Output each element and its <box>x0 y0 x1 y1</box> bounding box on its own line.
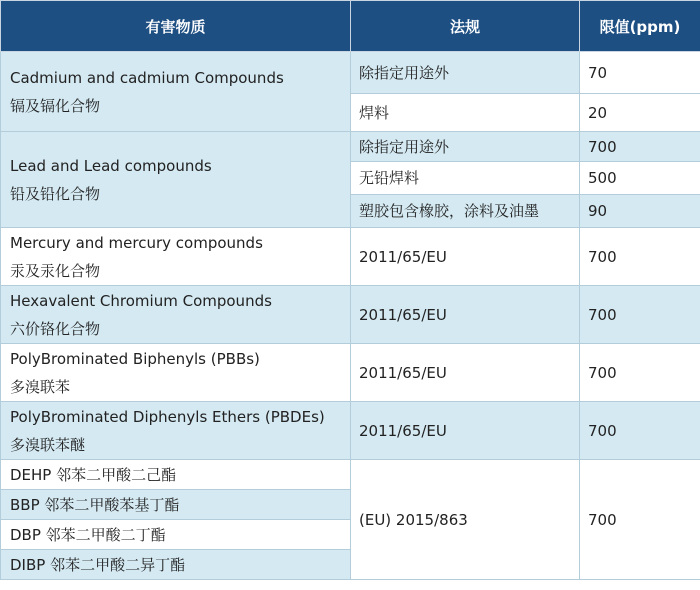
table-row <box>1 228 700 286</box>
table-row <box>1 460 700 490</box>
limit-cell: 700 <box>580 344 700 402</box>
header-regulation: 法规 <box>351 1 580 52</box>
substance-name-en: Lead and Lead compounds <box>10 156 212 175</box>
limit-cell: 700 <box>580 228 700 286</box>
regulation-cell: 2011/65/EU <box>351 228 580 286</box>
limit-cell: 20 <box>580 94 700 132</box>
regulation-cell: (EU) 2015/863 <box>351 460 580 580</box>
substance-pbdes <box>1 402 351 460</box>
substance-name-en: PolyBrominated Biphenyls (PBBs) <box>10 349 260 368</box>
regulation-cell: 2011/65/EU <box>351 402 580 460</box>
limit-cell: 700 <box>580 460 700 580</box>
substance-chromium <box>1 286 351 344</box>
table-row <box>1 132 700 162</box>
regulation-cell: 除指定用途外 <box>351 132 580 162</box>
substance-name-zh: 镉及镉化合物 <box>10 96 101 115</box>
limit-cell: 700 <box>580 286 700 344</box>
substance-lead <box>1 132 351 228</box>
limit-cell: 90 <box>580 195 700 228</box>
regulation-cell: 2011/65/EU <box>351 344 580 402</box>
phthalate-item: DIBP 邻苯二甲酸二异丁酯 <box>1 550 351 580</box>
limit-cell: 70 <box>580 52 700 94</box>
substance-name-en: PolyBrominated Diphenyls Ethers (PBDEs) <box>10 407 325 426</box>
substance-name-zh: 六价铬化合物 <box>10 319 101 338</box>
limit-cell: 500 <box>580 162 700 195</box>
table-row <box>1 344 700 402</box>
substance-name-zh: 汞及汞化合物 <box>10 261 101 280</box>
substance-pbbs <box>1 344 351 402</box>
limit-cell: 700 <box>580 402 700 460</box>
table-row <box>1 402 700 460</box>
header-substance: 有害物质 <box>1 1 351 52</box>
table-header-row <box>1 1 700 52</box>
substance-name-en: Hexavalent Chromium Compounds <box>10 291 272 310</box>
header-limit: 限值(ppm) <box>580 1 700 52</box>
regulation-cell: 2011/65/EU <box>351 286 580 344</box>
table-row <box>1 52 700 94</box>
regulation-cell: 焊料 <box>351 94 580 132</box>
table-row <box>1 286 700 344</box>
regulation-cell: 塑胶包含橡胶，涂料及油墨 <box>351 195 580 228</box>
phthalate-item: BBP 邻苯二甲酸苯基丁酯 <box>1 490 351 520</box>
phthalate-item: DBP 邻苯二甲酸二丁酯 <box>1 520 351 550</box>
substance-name-en: Cadmium and cadmium Compounds <box>10 68 284 87</box>
substance-name-zh: 多溴联苯醚 <box>10 435 86 454</box>
substance-name-zh: 铅及铅化合物 <box>10 184 101 203</box>
substance-name-zh: 多溴联苯 <box>10 377 71 396</box>
limit-cell: 700 <box>580 132 700 162</box>
substance-mercury <box>1 228 351 286</box>
substance-name-en: Mercury and mercury compounds <box>10 233 263 252</box>
substance-cadmium <box>1 52 351 132</box>
phthalate-item: DEHP 邻苯二甲酸二己酯 <box>1 460 351 490</box>
regulation-cell: 除指定用途外 <box>351 52 580 94</box>
regulation-cell: 无铅焊料 <box>351 162 580 195</box>
